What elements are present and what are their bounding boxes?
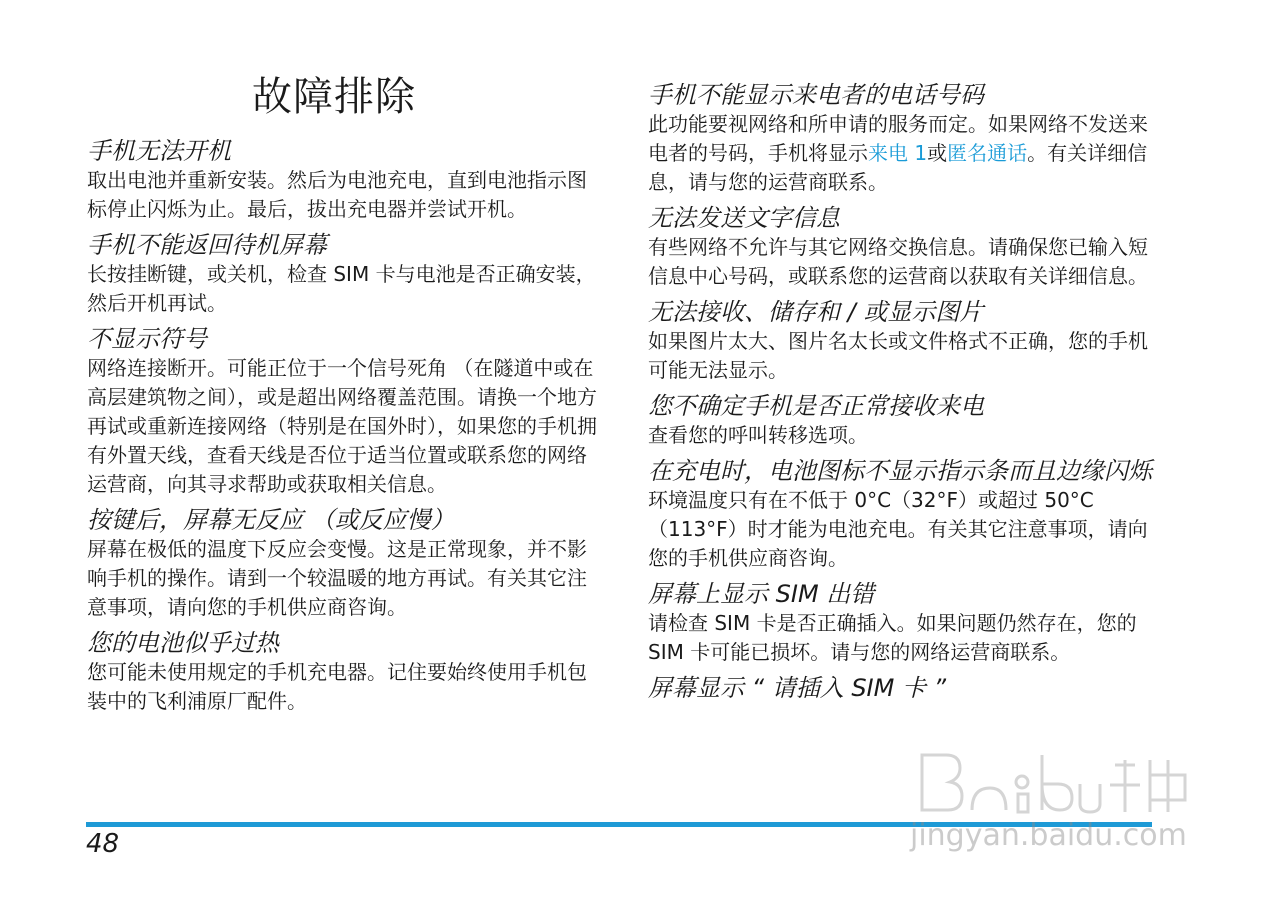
section-heading: 无法发送文字信息 <box>648 204 840 232</box>
section-heading: 您不确定手机是否正常接收来电 <box>648 392 984 420</box>
section-body <box>648 110 1160 197</box>
section-body: 您可能未使用规定的手机充电器。记住要始终使用手机包装中的飞利浦原厂配件。 <box>87 660 587 713</box>
baidu-logo-icon <box>910 740 1200 820</box>
section-battery-overheat <box>87 628 599 716</box>
section-no-symbol <box>87 324 599 499</box>
watermark-url: jingyan.baidu.com <box>910 818 1187 853</box>
section-heading: 不显示符号 <box>87 325 207 353</box>
section-charging-icon <box>648 456 1160 573</box>
footer-rule <box>86 822 1152 827</box>
anonymous-call-term: 匿名通话 <box>947 141 1028 165</box>
section-body: 长按挂断键，或关机，检查 SIM 卡与电池是否正确安装，然后开机再试。 <box>87 262 596 315</box>
section-pictures <box>648 297 1160 385</box>
section-body: 查看您的呼叫转移选项。 <box>648 423 868 447</box>
section-body: 环境温度只有在不低于 0°C（32°F）或超过 50°C（113°F）时才能为电池充电。有关其它注意事项，请向您的手机供应商咨询。 <box>648 488 1148 570</box>
section-heading: 您的电池似乎过热 <box>87 629 279 657</box>
section-heading: 屏幕显示 “ 请插入 SIM 卡 ” <box>648 674 947 702</box>
section-heading: 屏幕上显示 SIM 出错 <box>648 580 875 608</box>
section-heading: 按键后，屏幕无反应 （或反应慢） <box>87 506 455 534</box>
section-caller-id <box>648 80 1160 197</box>
right-column <box>648 80 1160 703</box>
section-heading: 手机不能显示来电者的电话号码 <box>648 81 984 109</box>
section-insert-sim <box>648 673 1160 703</box>
section-cannot-return-idle <box>87 230 599 318</box>
section-body: 请检查 SIM 卡是否正确插入。如果问题仍然存在，您的 SIM 卡可能已损坏。请与您的网络运营商联系。 <box>648 611 1137 664</box>
body-text: 此功能要视网络和所申请的服务而定。如果网络不发送来电者的号码，手机将显示 <box>648 112 1148 165</box>
section-body: 网络连接断开。可能正位于一个信号死角 （在隧道中或在高层建筑物之间），或是超出网络覆盖范围。请换一个地方再试或重新连接网络（特别是在国外时），如果您的手机拥有外置天线，查看天线是否位于适当位置或联系您的网络运营商，向其寻求帮助或获取相关信息。 <box>87 356 597 496</box>
section-screen-no-response <box>87 505 599 622</box>
section-body: 屏幕在极低的温度下反应会变慢。这是正常现象，并不影响手机的操作。请到一个较温暖的地方再试。有关其它注意事项，请向您的手机供应商咨询。 <box>87 537 587 619</box>
section-body: 有些网络不允许与其它网络交换信息。请确保您已输入短信息中心号码，或联系您的运营商以获取有关详细信息。 <box>648 235 1148 288</box>
section-incoming-calls <box>648 391 1160 450</box>
left-column <box>87 136 599 722</box>
body-text: 或 <box>927 141 948 165</box>
section-cannot-power-on <box>87 136 599 224</box>
section-sim-error <box>648 579 1160 667</box>
baidu-watermark <box>900 740 1200 860</box>
section-heading: 手机无法开机 <box>87 137 231 165</box>
body-text: 。有关详细信息，请与您的运营商联系。 <box>648 141 1148 194</box>
section-cannot-send-text <box>648 203 1160 291</box>
page-title: 故障排除 <box>252 74 416 120</box>
page-number: 48 <box>86 829 120 859</box>
caller-1-term: 来电 1 <box>868 141 928 165</box>
section-body: 取出电池并重新安装。然后为电池充电，直到电池指示图标停止闪烁为止。最后，拔出充电器并尝试开机。 <box>87 168 587 221</box>
section-heading: 手机不能返回待机屏幕 <box>87 231 327 259</box>
section-body: 如果图片太大、图片名太长或文件格式不正确，您的手机可能无法显示。 <box>648 329 1148 382</box>
section-heading: 无法接收、储存和 / 或显示图片 <box>648 298 984 326</box>
section-heading: 在充电时，电池图标不显示指示条而且边缘闪烁 <box>648 457 1152 485</box>
